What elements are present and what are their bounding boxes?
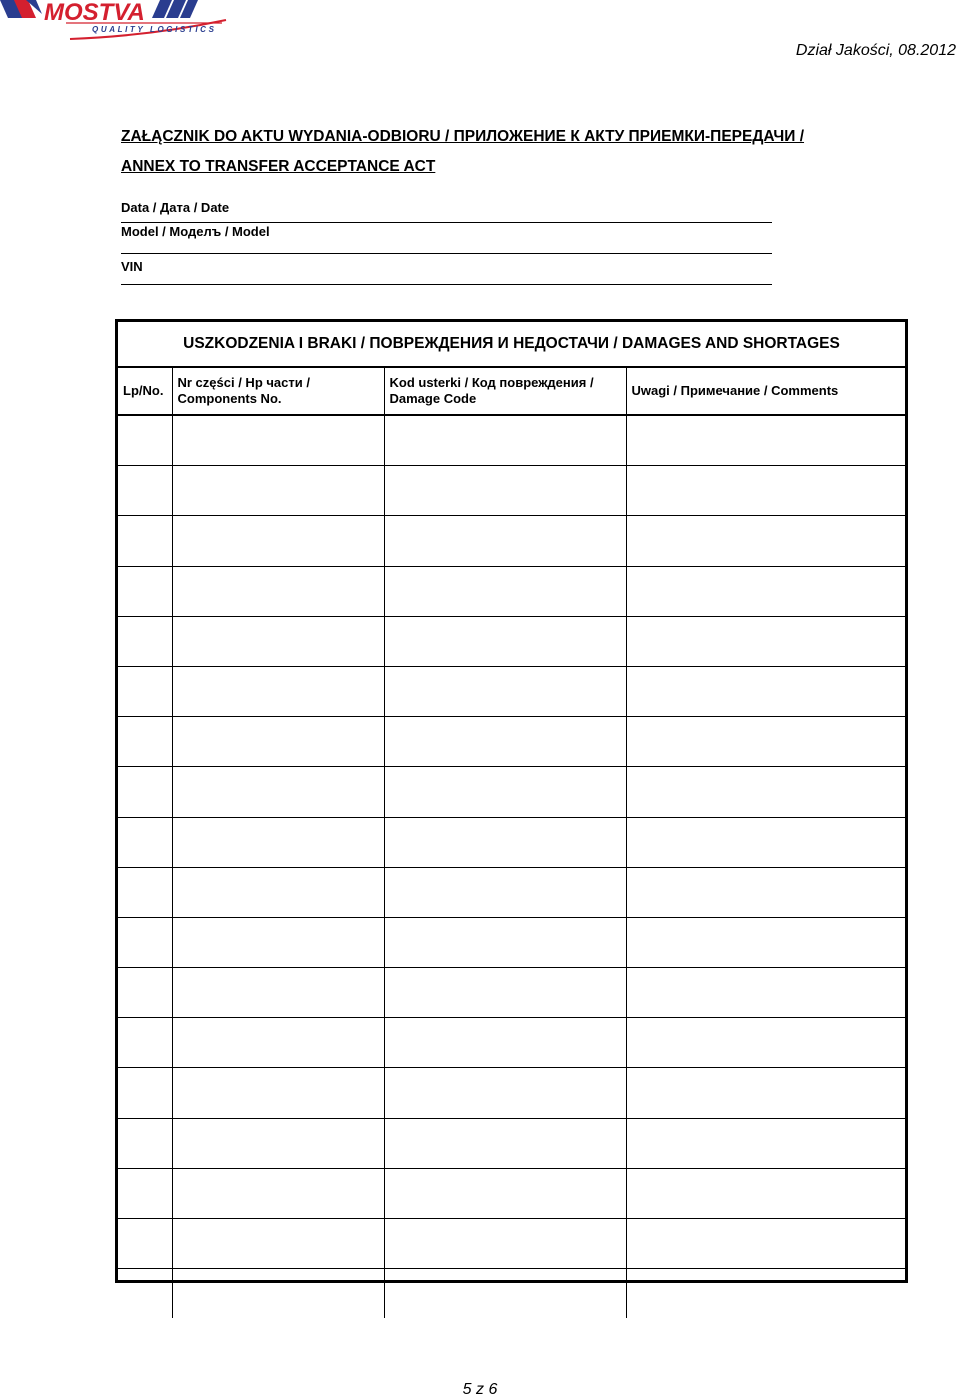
cell-damage-code[interactable] — [384, 1168, 626, 1218]
cell-number[interactable] — [118, 867, 172, 917]
cell-comments[interactable] — [626, 466, 905, 516]
cell-component[interactable] — [172, 566, 384, 616]
cell-component[interactable] — [172, 817, 384, 867]
department-date: Dział Jakości, 08.2012 — [795, 42, 956, 59]
cell-comments[interactable] — [626, 1269, 905, 1319]
cell-number[interactable] — [118, 917, 172, 967]
cell-damage-code[interactable] — [384, 666, 626, 716]
cell-component[interactable] — [172, 415, 384, 466]
table-row — [118, 1018, 905, 1068]
cell-damage-code[interactable] — [384, 968, 626, 1018]
table-row — [118, 1168, 905, 1218]
cell-component[interactable] — [172, 1118, 384, 1168]
cell-component[interactable] — [172, 1018, 384, 1068]
table-row — [118, 1118, 905, 1168]
title-line-1: ZAŁĄCZNIK DO AKTU WYDANIA-ODBIORU / ПРИЛОЖЕНИЕ К АКТУ ПРИЕМКИ-ПЕРЕДАЧИ / — [121, 128, 805, 145]
cell-number[interactable] — [118, 1219, 172, 1269]
vin-field[interactable] — [121, 259, 772, 285]
cell-comments[interactable] — [626, 867, 905, 917]
table-row — [118, 917, 905, 967]
cell-component[interactable] — [172, 767, 384, 817]
cell-comments[interactable] — [626, 968, 905, 1018]
damages-table-title: USZKODZENIA I BRAKI / ПОВРЕЖДЕНИЯ И НЕДОСТАЧИ / DAMAGES AND SHORTAGES — [118, 322, 905, 368]
cell-comments[interactable] — [626, 1068, 905, 1118]
cell-damage-code[interactable] — [384, 817, 626, 867]
cell-comments[interactable] — [626, 917, 905, 967]
cell-number[interactable] — [118, 466, 172, 516]
vin-label: VIN — [121, 259, 143, 274]
cell-component[interactable] — [172, 1068, 384, 1118]
cell-damage-code[interactable] — [384, 566, 626, 616]
table-row — [118, 616, 905, 666]
cell-component[interactable] — [172, 466, 384, 516]
cell-component[interactable] — [172, 516, 384, 566]
cell-component[interactable] — [172, 917, 384, 967]
col-header-comments: Uwagi / Примечание / Comments — [626, 368, 905, 415]
cell-component[interactable] — [172, 968, 384, 1018]
cell-comments[interactable] — [626, 415, 905, 466]
cell-number[interactable] — [118, 767, 172, 817]
cell-comments[interactable] — [626, 616, 905, 666]
cell-component[interactable] — [172, 1219, 384, 1269]
cell-number[interactable] — [118, 1168, 172, 1218]
model-label: Model / Моделъ / Model — [121, 224, 270, 239]
model-field[interactable] — [121, 224, 772, 254]
cell-damage-code[interactable] — [384, 867, 626, 917]
table-row — [118, 1068, 905, 1118]
table-row — [118, 566, 905, 616]
cell-number[interactable] — [118, 566, 172, 616]
table-row — [118, 968, 905, 1018]
date-field[interactable] — [121, 200, 772, 223]
cell-comments[interactable] — [626, 1219, 905, 1269]
table-row — [118, 516, 905, 566]
title-line-2: ANNEX TO TRANSFER ACCEPTANCE ACT — [121, 158, 436, 175]
cell-number[interactable] — [118, 1269, 172, 1319]
table-row — [118, 767, 905, 817]
col-header-component: Nr części / Нр части / Components No. — [172, 368, 384, 415]
cell-number[interactable] — [118, 968, 172, 1018]
col-header-damage-code: Kod usterki / Код повреждения / Damage Code — [384, 368, 626, 415]
table-row — [118, 466, 905, 516]
cell-component[interactable] — [172, 1168, 384, 1218]
cell-comments[interactable] — [626, 817, 905, 867]
cell-comments[interactable] — [626, 516, 905, 566]
cell-number[interactable] — [118, 616, 172, 666]
cell-comments[interactable] — [626, 1018, 905, 1068]
cell-number[interactable] — [118, 1068, 172, 1118]
table-row — [118, 817, 905, 867]
cell-damage-code[interactable] — [384, 616, 626, 666]
table-row — [118, 1219, 905, 1269]
cell-component[interactable] — [172, 867, 384, 917]
cell-damage-code[interactable] — [384, 767, 626, 817]
cell-number[interactable] — [118, 1118, 172, 1168]
cell-component[interactable] — [172, 616, 384, 666]
cell-number[interactable] — [118, 666, 172, 716]
cell-component[interactable] — [172, 1269, 384, 1319]
cell-component[interactable] — [172, 717, 384, 767]
cell-number[interactable] — [118, 717, 172, 767]
table-row — [118, 867, 905, 917]
cell-number[interactable] — [118, 516, 172, 566]
document-title — [121, 122, 911, 182]
svg-text:MOSTVA: MOSTVA — [44, 0, 145, 26]
table-header-row — [118, 368, 905, 415]
cell-damage-code[interactable] — [384, 1018, 626, 1068]
table-row — [118, 1269, 905, 1319]
col-header-number: Lp/No. — [118, 368, 172, 415]
cell-damage-code[interactable] — [384, 1219, 626, 1269]
cell-damage-code[interactable] — [384, 1068, 626, 1118]
cell-component[interactable] — [172, 666, 384, 716]
cell-damage-code[interactable] — [384, 1118, 626, 1168]
cell-comments[interactable] — [626, 566, 905, 616]
table-row — [118, 415, 905, 466]
table-body — [118, 415, 905, 1318]
cell-comments[interactable] — [626, 767, 905, 817]
cell-comments[interactable] — [626, 1118, 905, 1168]
cell-damage-code[interactable] — [384, 917, 626, 967]
cell-comments[interactable] — [626, 1168, 905, 1218]
cell-number[interactable] — [118, 817, 172, 867]
cell-number[interactable] — [118, 415, 172, 466]
cell-comments[interactable] — [626, 666, 905, 716]
cell-damage-code[interactable] — [384, 717, 626, 767]
cell-damage-code[interactable] — [384, 415, 626, 466]
cell-damage-code[interactable] — [384, 516, 626, 566]
table-row — [118, 717, 905, 767]
table-row — [118, 666, 905, 716]
cell-damage-code[interactable] — [384, 466, 626, 516]
cell-comments[interactable] — [626, 717, 905, 767]
date-label: Data / Дата / Date — [121, 200, 230, 215]
mostva-logo — [0, 0, 232, 42]
cell-damage-code[interactable] — [384, 1269, 626, 1319]
damages-table — [118, 368, 905, 1318]
page-number: 5 z 6 — [462, 1381, 498, 1398]
cell-number[interactable] — [118, 1018, 172, 1068]
damages-table-frame — [115, 319, 908, 1283]
svg-text:QUALITY LOGISTICS: QUALITY LOGISTICS — [92, 25, 217, 34]
